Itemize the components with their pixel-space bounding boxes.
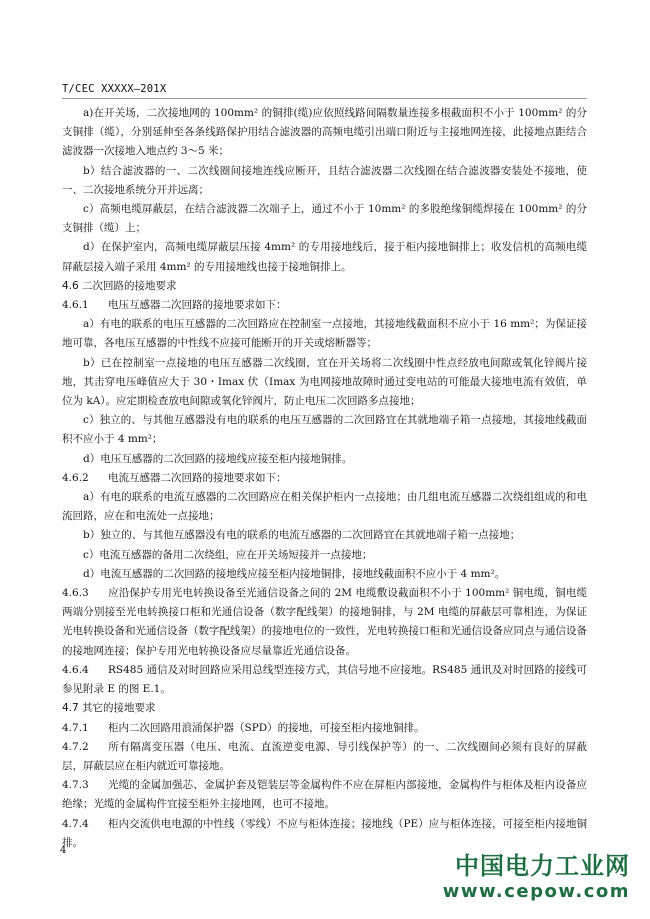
site-watermark (443, 851, 630, 903)
clause-4-7-2 (62, 738, 587, 776)
clause-text: 柜内二次回路用浪涌保护器（SPD）的接地，可接至柜内接地铜排。 (108, 721, 425, 734)
clause-number: 4.7.4 (62, 817, 89, 830)
list-item: b）已在控制室一点接地的电压互感器二次线圈，宜在开关场将二次线圈中性点经放电间隙或氧化锌阀片接地，其击穿电压峰值应大于 30・Imax 伏（Imax 为电网接地故障时通过变电站的可能最大接地电流有效值，单位为 kA）。应定期检查放电间隙或氧化锌阀片，防止电压二次回路多点接地； (62, 356, 587, 408)
document-code: T/CEC XXXXX—201X (62, 83, 167, 95)
list-item: b）独立的、与其他互感器没有电的联系的电流互感器的二次回路宜在其就地端子箱一点接地； (83, 529, 521, 542)
clause-4-6-1 (62, 296, 587, 315)
paragraph: d）在保护室内，高频电缆屏蔽层压接 4mm² 的专用接地线后，接于柜内接地铜排上；收发信机的高频电缆屏蔽层接入端子采用 4mm² 的专用接地线也接于接地铜排上。 (62, 241, 587, 273)
clause-number: 4.6.2 (62, 471, 89, 484)
clause-number: 4.7.1 (62, 721, 89, 734)
header-divider (62, 98, 587, 99)
clause-4-6-3 (62, 584, 587, 661)
clause-text: 所有隔离变压器（电压、电流、直流逆变电源、导引线保护等）的一、二次线圈间必须有良好的屏蔽层，屏蔽层应在柜内就近可靠接地。 (62, 740, 587, 772)
watermark-title: 中国电力工业网 (455, 852, 630, 880)
section-heading-4-6: 4.6 二次回路的接地要求 (62, 279, 177, 292)
clause-number: 4.7.3 (62, 779, 89, 792)
paragraph: c）高频电缆屏蔽层，在结合滤波器二次端子上，通过不小于 10mm² 的多股绝缘铜缆焊接在 100mm² 的分支铜排（缆）上； (62, 203, 587, 235)
watermark-url: www.cepow.com (442, 881, 630, 902)
document-body (62, 104, 587, 853)
paragraph: a)在开关场，二次接地网的 100mm² 的铜排(缆)应依照线路间隔数量连接多根截面积不小于 100mm² 的分支铜排（缆），分别延伸至各条线路保护用结合滤波器的高频电缆引出端口附近与主接地网连接，此接地点距结合滤波器一次接地入地点约 3～5 米； (62, 107, 587, 158)
list-item: a）有电的联系的电压互感器的二次回路应在控制室一点接地，其接地线截面积不应小于 16 mm²；为保证接地可靠，各电压互感器的中性线不应接可能断开的开关或熔断器等； (62, 318, 587, 350)
clause-4-7-3 (62, 776, 587, 814)
list-item: c）独立的、与其他互感器没有电的联系的电压互感器的二次回路宜在其就地端子箱一点接地，其接地线截面积不应小于 4 mm²； (62, 414, 587, 446)
clause-4-6-2 (62, 469, 587, 488)
clause-text: 电流互感器二次回路的接地要求如下： (108, 471, 287, 484)
list-item: d）电流互感器的二次回路的接地线应接至柜内接地铜排，接地线截面积不应小于 4 mm²。 (83, 567, 506, 580)
clause-text: 电压互感器二次回路的接地要求如下： (108, 299, 287, 312)
clause-number: 4.6.4 (62, 663, 89, 676)
clause-4-7-1 (62, 719, 587, 738)
clause-number: 4.7.2 (62, 740, 89, 753)
clause-4-7-4 (62, 815, 587, 853)
list-item: d）电压互感器的二次回路的接地线应接至柜内接地铜排。 (83, 452, 353, 465)
clause-text: RS485 通信及对时回路应采用总线型连接方式，其信号地不应接地。RS485 通讯及对时回路的接线可参见附录 E 的图 E.1。 (62, 663, 587, 696)
clause-text: 应沿保护专用光电转换设备至光通信设备之间的 2M 电缆敷设截面积不小于 100mm² 铜电缆，铜电缆两端分别接至光电转换接口柜和光通信设备（数字配线架）的接地铜排，与 2M 电缆的屏蔽层可靠相连，为保证光电转换设备和光通信设备（数字配线架）的接地电位的一致性，光电转换接口柜和光通信设备应同点与通信设备的接地网连接；保护专用光电转换设备应尽量靠近光通信设备。 (62, 587, 587, 657)
clause-4-6-4 (62, 661, 587, 699)
clause-text: 光缆的金属加强芯、金属护套及铠装层等金属构件不应在屏柜内部接地，金属构件与柜体及柜内设备应绝缘；光缆的金属构件宜接至柜外主接地网，也可不接地。 (62, 779, 587, 811)
paragraph: b）结合滤波器的一、二次线圈间接地连线应断开，且结合滤波器二次线圈在结合滤波器安装处不接地，使一、二次接地系统分开并远离； (62, 164, 587, 196)
list-item: a）有电的联系的电流互感器的二次回路应在相关保护柜内一点接地；由几组电流互感器二次绕组组成的和电流回路，应在和电流处一点接地； (62, 491, 587, 523)
page-number: 4 (60, 845, 67, 856)
clause-number: 4.6.1 (62, 299, 89, 312)
clause-number: 4.6.3 (62, 587, 89, 600)
list-item: c）电流互感器的备用二次绕组，应在开关场短接并一点接地； (83, 548, 373, 561)
section-heading-4-7: 4.7 其它的接地要求 (62, 702, 156, 715)
clause-text: 柜内交流供电电源的中性线（零线）不应与柜体连接；接地线（PE）应与柜体连接，可接至柜内接地铜排。 (62, 817, 587, 849)
